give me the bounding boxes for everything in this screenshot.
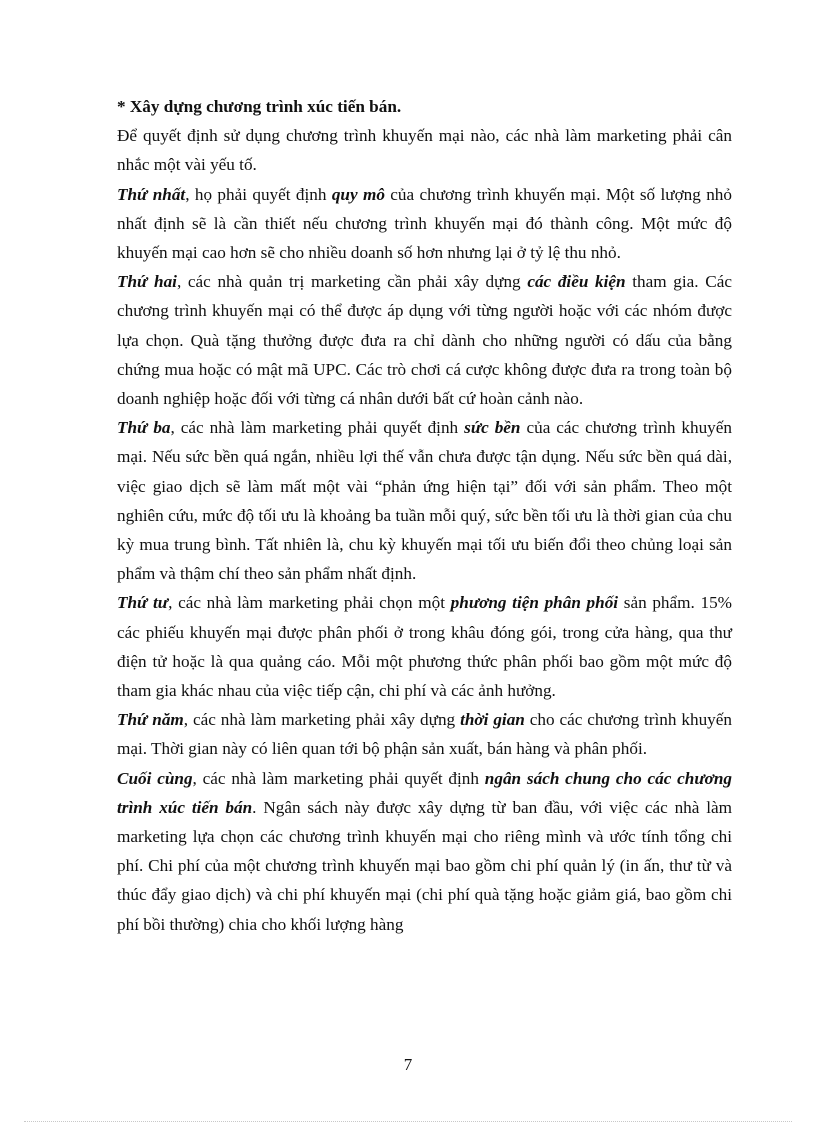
paragraph-text: tham gia. Các chương trình khuyến mại có thể được áp dụng với từng người hoặc với các nhóm được lựa chọn. Quà tặng thưởng được đưa ra chỉ dành cho những người có dấu của bằng chứng mua hoặc có mật mã UPC. Các trò chơi cá cược không được đưa ra trong toàn bộ doanh nghiệp hoặc đối với từng cá nhân dưới bất cứ hoàn cảnh nào. [117,272,732,409]
paragraph-lead: Thứ tư [117,593,169,613]
key-term: thời gian [460,710,525,730]
paragraph-text: cho các chương trình khuyến mại. Thời gian này có liên quan tới bộ phận sản xuất, bán hàng và phân phối. [117,710,733,759]
paragraph-lead: Thứ năm [117,710,184,730]
paragraph-text: , các nhà làm marketing phải quyết định [192,768,485,788]
paragraph-lead: Cuối cùng [117,768,193,788]
paragraph-text: của chương trình khuyến mại. Một số lượng nhỏ nhất định sẽ là cần thiết nếu chương trình khuyến mại đó thành công. Một mức độ khuyến mại cao hơn sẽ cho nhiều doanh số hơn nhưng lại ở tỷ lệ thu nhỏ. [117,184,732,263]
paragraph-lead: Thứ hai [117,272,177,292]
key-term: ngân sách chung cho các chương trình xúc tiến bán [117,768,732,817]
section-heading: * Xây dựng chương trình xúc tiến bán. [117,97,402,116]
paragraph-text: của các chương trình khuyến mại. Nếu sức bền quá ngắn, nhiều lợi thế vẫn chưa được tận dụng. Nếu sức bền quá dài, việc giao dịch sẽ làm mất một vài “phản ứng hiện tại” đối với sản phẩm. Theo một nghiên cứu, mức độ tối ưu là khoảng ba tuần mỗi quý, sức bền tối ưu là thời gian của chu kỳ mua trung bình. Tất nhiên là, chu kỳ khuyến mại tối ưu biến đổi theo chủng loại sản phẩm và thậm chí theo sản phẩm nhất định. [117,418,732,584]
paragraph-text: sản phẩm. 15% các phiếu khuyến mại được phân phối ở trong khâu đóng gói, trong cửa hàng, qua thư điện tử hoặc là qua quảng cáo. Mỗi một phương thức phân phối bao gồm một mức độ tham gia khác nhau của việc tiếp cận, chi phí và các ảnh hưởng. [117,593,732,701]
page-bottom-divider [24,1121,792,1122]
key-term: phương tiện phân phối [450,593,619,613]
paragraph-fourth [117,588,732,705]
paragraph-text: , các nhà làm marketing phải xây dựng [183,710,461,730]
paragraph-second [117,267,732,413]
paragraph-text: , họ phải quyết định [185,184,332,204]
page-number: 7 [403,1055,413,1074]
paragraph-final [117,764,732,939]
paragraph-third [117,413,732,588]
paragraph-text: , các nhà quản trị marketing cần phải xây dựng [176,272,528,292]
paragraph-first [117,180,732,268]
paragraph-lead: Thứ ba [117,418,171,438]
key-term: quy mô [331,184,385,204]
key-term: các điều kiện [527,272,626,292]
key-term: sức bền [464,418,521,438]
paragraph-text: . Ngân sách này được xây dựng từ ban đầu, với việc các nhà làm marketing lựa chọn các chương trình khuyến mại cho riêng mình và ước tính tổng chi phí. Chi phí của một chương trình khuyến mại bao gồm chi phí quản lý (in ấn, thư từ và thúc đẩy giao dịch) và chi phí khuyến mại (chi phí quà tặng hoặc giảm giá, bao gồm chi phí bồi thường) chia cho khối lượng hàng [117,797,733,934]
paragraph-text: , các nhà làm marketing phải chọn một [168,593,451,613]
page-content [117,92,732,939]
paragraph-lead: Thứ nhất [117,184,186,204]
paragraph-fifth [117,705,732,763]
paragraph-text: , các nhà làm marketing phải quyết định [170,418,465,438]
intro-paragraph: Để quyết định sử dụng chương trình khuyến mại nào, các nhà làm marketing phải cân nhắc một vài yếu tố. [117,126,732,175]
